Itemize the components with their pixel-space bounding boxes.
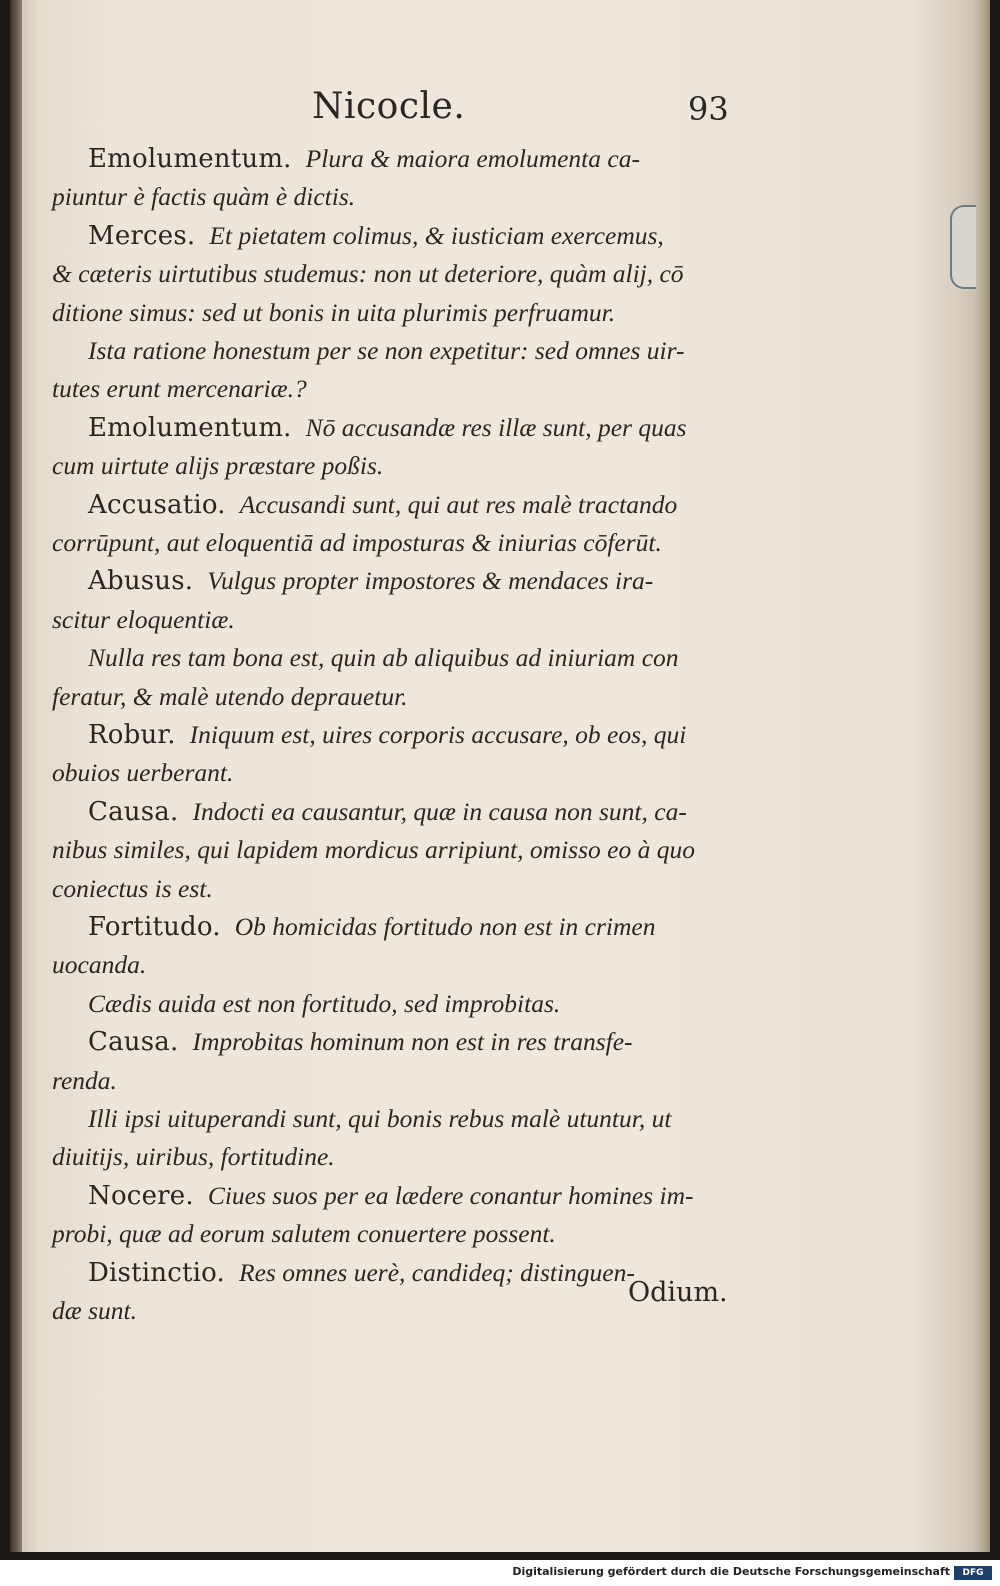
line-text: Iniquum est, uires corporis accusare, ob eos, qui [189, 720, 687, 749]
line-text: renda. [52, 1065, 117, 1095]
line-text: Indocti ea causantur, quæ in causa non sunt, ca- [192, 796, 687, 826]
text-line [88, 1258, 635, 1288]
text-line [52, 605, 235, 635]
text-line [52, 758, 233, 788]
side-lemma: Robur. [88, 720, 176, 750]
text-line [88, 144, 640, 174]
line-text: cum uirtute alijs præstare poßis. [52, 451, 384, 481]
text-line [52, 682, 408, 712]
line-text: scitur eloquentiæ. [52, 604, 235, 634]
text-line [52, 1066, 117, 1096]
side-lemma: Merces. [88, 220, 196, 251]
side-lemma: Nocere. [88, 1180, 194, 1211]
text-line [52, 1219, 556, 1249]
line-text: Ob homicidas fortitudo non est in crimen [234, 912, 656, 941]
line-text: nibus similes, qui lapidem mordicus arripiunt, omisso eo à quo [52, 835, 695, 865]
line-text: Illi ipsi uituperandi sunt, qui bonis rebus malè utuntur, ut [88, 1104, 672, 1133]
text-line [52, 182, 355, 212]
line-text: Et pietatem colimus, & iusticiam exercemus, [209, 220, 664, 250]
catchword: Odium. [628, 1277, 728, 1308]
text-line [52, 950, 146, 980]
side-lemma: Causa. [88, 1027, 179, 1058]
line-text: Plura & maiora emolumenta ca- [305, 144, 640, 173]
text-line [88, 912, 656, 942]
text-line [52, 298, 615, 328]
line-text: corrūpunt, aut eloquentiā ad imposturas & iniurias cōferūt. [52, 528, 662, 557]
line-text: dæ sunt. [52, 1296, 138, 1325]
line-text: Cædis auida est non fortitudo, sed improbitas. [88, 988, 561, 1018]
line-text: Nō accusandæ res illæ sunt, per quas [305, 412, 687, 442]
line-text: probi, quæ ad eorum salutem conuertere possent. [52, 1219, 556, 1249]
page-number: 93 [688, 90, 729, 128]
text-line [88, 413, 687, 443]
text-line [52, 1296, 137, 1326]
side-lemma: Abusus. [88, 566, 194, 597]
text-line [88, 1104, 671, 1134]
line-text: diuitijs, uiribus, fortitudine. [52, 1142, 335, 1172]
text-line [52, 1142, 335, 1172]
text-line [52, 451, 383, 481]
line-text: & cæteris uirtutibus studemus: non ut deteriore, quàm alij, cō [52, 259, 684, 289]
text-line [88, 221, 664, 251]
footer-credit-text: Digitalisierung gefördert durch die Deutsche Forschungsgemeinschaft [512, 1565, 950, 1578]
line-text: Ciues suos per ea lædere conantur homines im- [207, 1180, 694, 1210]
text-line [88, 989, 560, 1019]
text-line [88, 797, 687, 827]
text-line [88, 720, 686, 750]
line-text: Vulgus propter impostores & mendaces ira- [207, 566, 654, 596]
side-lemma: Distinctio. [88, 1257, 225, 1288]
text-line [88, 1027, 633, 1057]
text-line [52, 374, 307, 404]
line-text: Nulla res tam bona est, quin ab aliquibus ad iniuriam con [88, 643, 679, 673]
footer-credit-bar [0, 1563, 1000, 1586]
side-lemma: Emolumentum. [88, 412, 292, 443]
line-text: feratur, & malè utendo deprauetur. [52, 681, 408, 711]
line-text: ditione simus: sed ut bonis in uita plurimis perfruamur. [52, 297, 616, 327]
line-text: Res omnes uerè, candideq; distinguen- [239, 1257, 635, 1287]
text-line [52, 528, 662, 558]
side-lemma: Causa. [88, 796, 179, 827]
dfg-logo-icon: DFG [954, 1566, 992, 1580]
line-text: piuntur è factis quàm è dictis. [52, 182, 356, 212]
line-text: uocanda. [52, 950, 147, 980]
line-text: tutes erunt mercenariæ.? [52, 374, 307, 404]
text-line [88, 336, 685, 366]
text-line [52, 874, 213, 904]
line-text: Ista ratione honestum per se non expetitur: sed omnes uir- [88, 336, 685, 365]
line-text: Accusandi sunt, qui aut res malè tractando [239, 489, 678, 519]
side-lemma: Emolumentum. [88, 144, 292, 174]
text-line [88, 490, 677, 520]
text-line [88, 643, 679, 673]
page-tab-mark [950, 205, 976, 289]
line-text: Improbitas hominum non est in res transfe- [192, 1027, 633, 1057]
line-text: coniectus is est. [52, 873, 213, 903]
line-text: obuios uerberant. [52, 758, 234, 788]
text-line [52, 835, 695, 865]
book-spine-shadow [10, 0, 22, 1552]
side-lemma: Fortitudo. [88, 912, 221, 942]
text-line [52, 259, 684, 289]
side-lemma: Accusatio. [88, 489, 226, 520]
running-head: Nicocle. [312, 86, 466, 127]
page-header [0, 82, 1000, 132]
text-line [88, 1181, 693, 1211]
text-line [88, 566, 653, 596]
